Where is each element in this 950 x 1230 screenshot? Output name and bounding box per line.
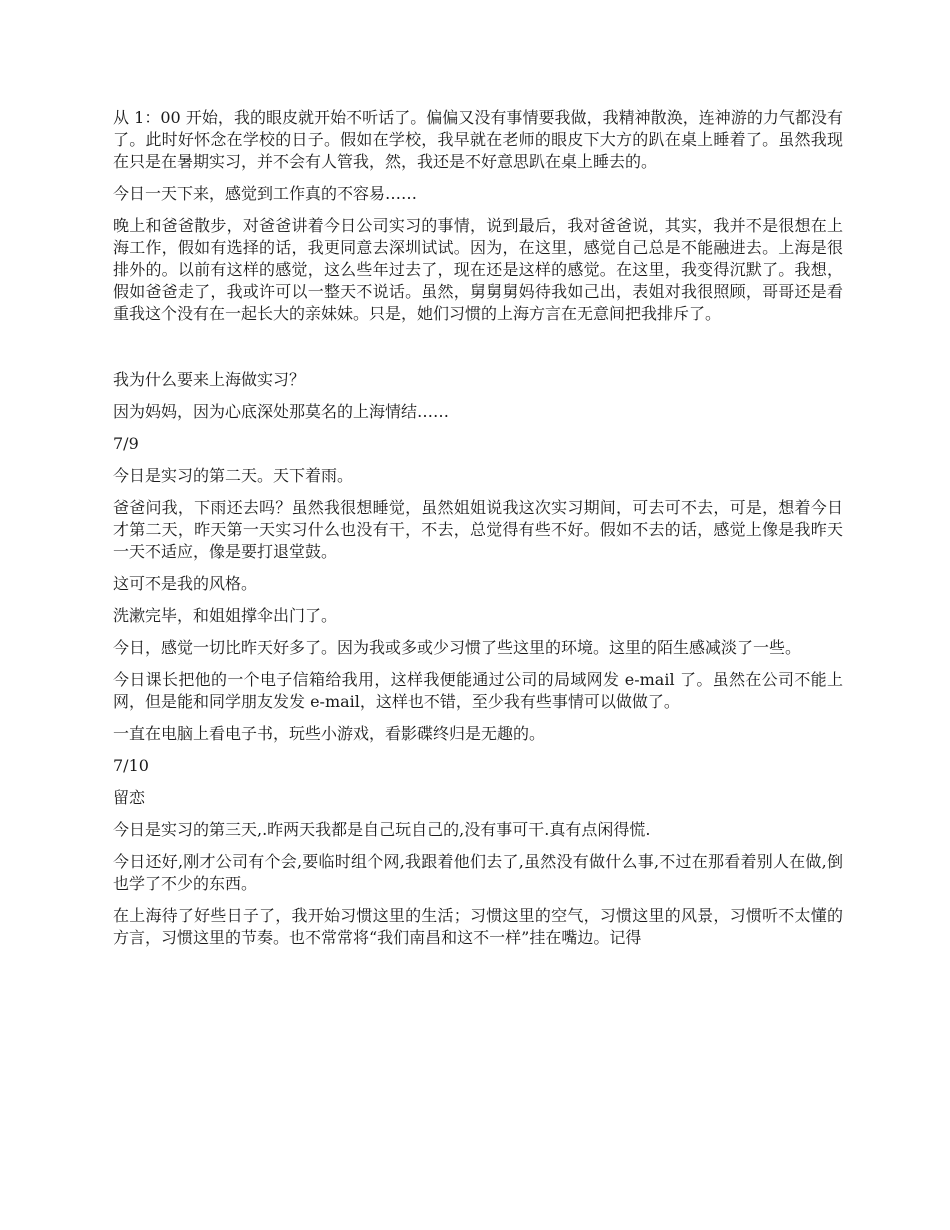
- date-heading: 7/9: [113, 434, 139, 453]
- document-body: [113, 107, 843, 959]
- paragraph: 晚上和爸爸散步，对爸爸讲着今日公司实习的事情，说到最后，我对爸爸说，其实，我并不是很想在上海工作，假如有选择的话，我更同意去深圳试试。因为，在这里，感觉自己总是不能融进去。上海是很排外的。以前有这样的感觉，这么些年过去了，现在还是这样的感觉。在这里，我变得沉默了。我想，假如爸爸走了，我或许可以一整天不说话。虽然，舅舅舅妈待我如己出，表姐对我很照顾，哥哥还是看重我这个没有在一起长大的亲妹妹。只是，她们习惯的上海方言在无意间把我排斥了。: [113, 216, 843, 323]
- paragraph: 因为妈妈，因为心底深处那莫名的上海情结……: [113, 402, 450, 421]
- paragraph: 今日一天下来，感觉到工作真的不容易……: [113, 184, 418, 203]
- paragraph: 今日，感觉一切比昨天好多了。因为我或多或少习惯了些这里的环境。这里的陌生感减淡了一些。: [113, 638, 802, 657]
- entry-title: 留恋: [113, 788, 146, 807]
- paragraph: 今日还好,刚才公司有个会,要临时组个网,我跟着他们去了,虽然没有做什么事,不过在那看着别人在做,倒也学了不少的东西。: [113, 852, 843, 893]
- paragraph: 从 1：00 开始，我的眼皮就开始不听话了。偏偏又没有事情要我做，我精神散涣，连神游的力气都没有了。此时好怀念在学校的日子。假如在学校，我早就在老师的眼皮下大方的趴在桌上睡着了。虽然我现在只是在暑期实习，并不会有人管我，然，我还是不好意思趴在桌上睡去的。: [113, 108, 843, 171]
- paragraph: 这可不是我的风格。: [113, 574, 258, 593]
- paragraph: 今日是实习的第二天。天下着雨。: [113, 466, 354, 485]
- paragraph: 在上海待了好些日子了，我开始习惯这里的生活；习惯这里的空气，习惯这里的风景，习惯听不太懂的方言，习惯这里的节奏。也不常常将“我们南昌和这不一样”挂在嘴边。记得: [113, 906, 843, 947]
- paragraph: 我为什么要来上海做实习？: [113, 370, 306, 389]
- date-heading: 7/10: [113, 756, 149, 775]
- paragraph: 一直在电脑上看电子书，玩些小游戏，看影碟终归是无趣的。: [113, 724, 546, 743]
- paragraph: 洗漱完毕，和姐姐撑伞出门了。: [113, 606, 338, 625]
- paragraph: 今日课长把他的一个电子信箱给我用，这样我便能通过公司的局域网发 e-mail 了。虽然在公司不能上网，但是能和同学朋友发发 e-mail，这样也不错，至少我有些事情可以做做了。: [113, 670, 843, 711]
- paragraph: 爸爸问我，下雨还去吗？虽然我很想睡觉，虽然姐姐说我这次实习期间，可去可不去，可是，想着今日才第二天，昨天第一天实习什么也没有干，不去，总觉得有些不好。假如不去的话，感觉上像是我昨天一天不适应，像是要打退堂鼓。: [113, 498, 843, 561]
- paragraph: 今日是实习的第三天,.昨两天我都是自己玩自己的,没有事可干.真有点闲得慌.: [113, 820, 651, 839]
